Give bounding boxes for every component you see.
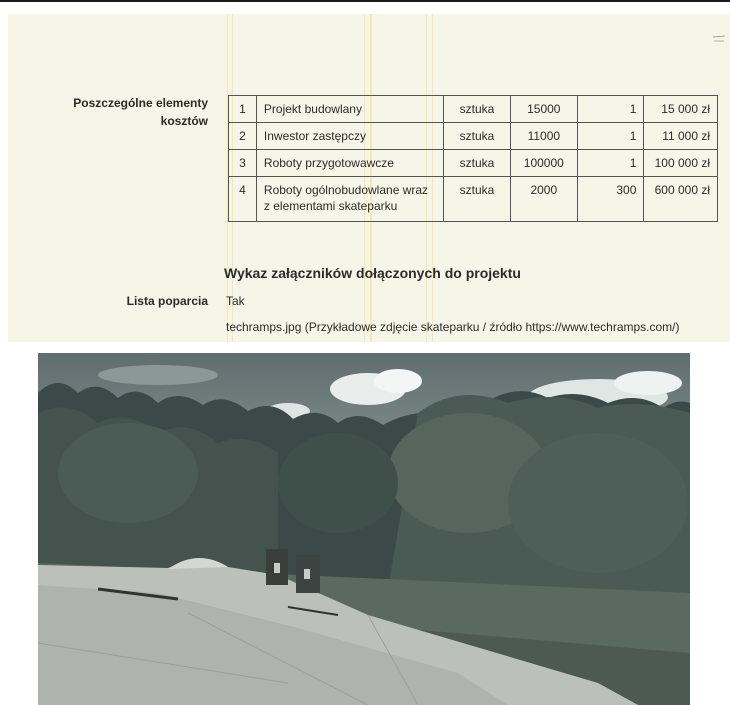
table-row — [229, 150, 718, 177]
total-cost: 100 000 zł — [644, 150, 718, 177]
scanned-page — [8, 14, 730, 342]
support-list-value: Tak — [226, 294, 245, 308]
table-row — [229, 177, 718, 222]
attachments-heading: Wykaz załączników dołączonych do projektu — [224, 265, 521, 281]
total-cost: 600 000 zł — [644, 177, 718, 222]
row-number: 4 — [229, 177, 257, 222]
unit-price: 11000 — [510, 123, 577, 150]
skatepark-photo — [38, 353, 690, 705]
cost-unit: sztuka — [444, 150, 511, 177]
row-number: 3 — [229, 150, 257, 177]
attachment-file-link[interactable]: techramps.jpg (Przykładowe zdjęcie skateparku / źródło https://www.techramps.com/) — [226, 320, 680, 334]
cost-unit: sztuka — [444, 96, 511, 123]
scan-mark-icon — [712, 34, 726, 44]
cost-item-name: Projekt budowlany — [256, 96, 443, 123]
unit-price: 2000 — [510, 177, 577, 222]
top-border-line — [0, 0, 730, 2]
unit-price: 100000 — [510, 150, 577, 177]
costs-label: Poszczególne elementy kosztów — [73, 96, 208, 128]
quantity: 300 — [577, 177, 644, 222]
quantity: 1 — [577, 150, 644, 177]
table-row — [229, 96, 718, 123]
row-number: 1 — [229, 96, 257, 123]
row-number: 2 — [229, 123, 257, 150]
unit-price: 15000 — [510, 96, 577, 123]
support-list-label: Lista poparcia — [126, 294, 208, 308]
cost-unit: sztuka — [444, 177, 511, 222]
total-cost: 15 000 zł — [644, 96, 718, 123]
quantity: 1 — [577, 123, 644, 150]
cost-item-name: Roboty przygotowawcze — [256, 150, 443, 177]
cost-item-name: Inwestor zastępczy — [256, 123, 443, 150]
cost-item-name: Roboty ogólnobudowlane wraz z elementami skateparku — [256, 177, 443, 222]
cost-unit: sztuka — [444, 123, 511, 150]
skatepark-photo-illustration — [38, 353, 690, 705]
total-cost: 11 000 zł — [644, 123, 718, 150]
quantity: 1 — [577, 96, 644, 123]
costs-table — [228, 95, 718, 222]
table-row — [229, 123, 718, 150]
